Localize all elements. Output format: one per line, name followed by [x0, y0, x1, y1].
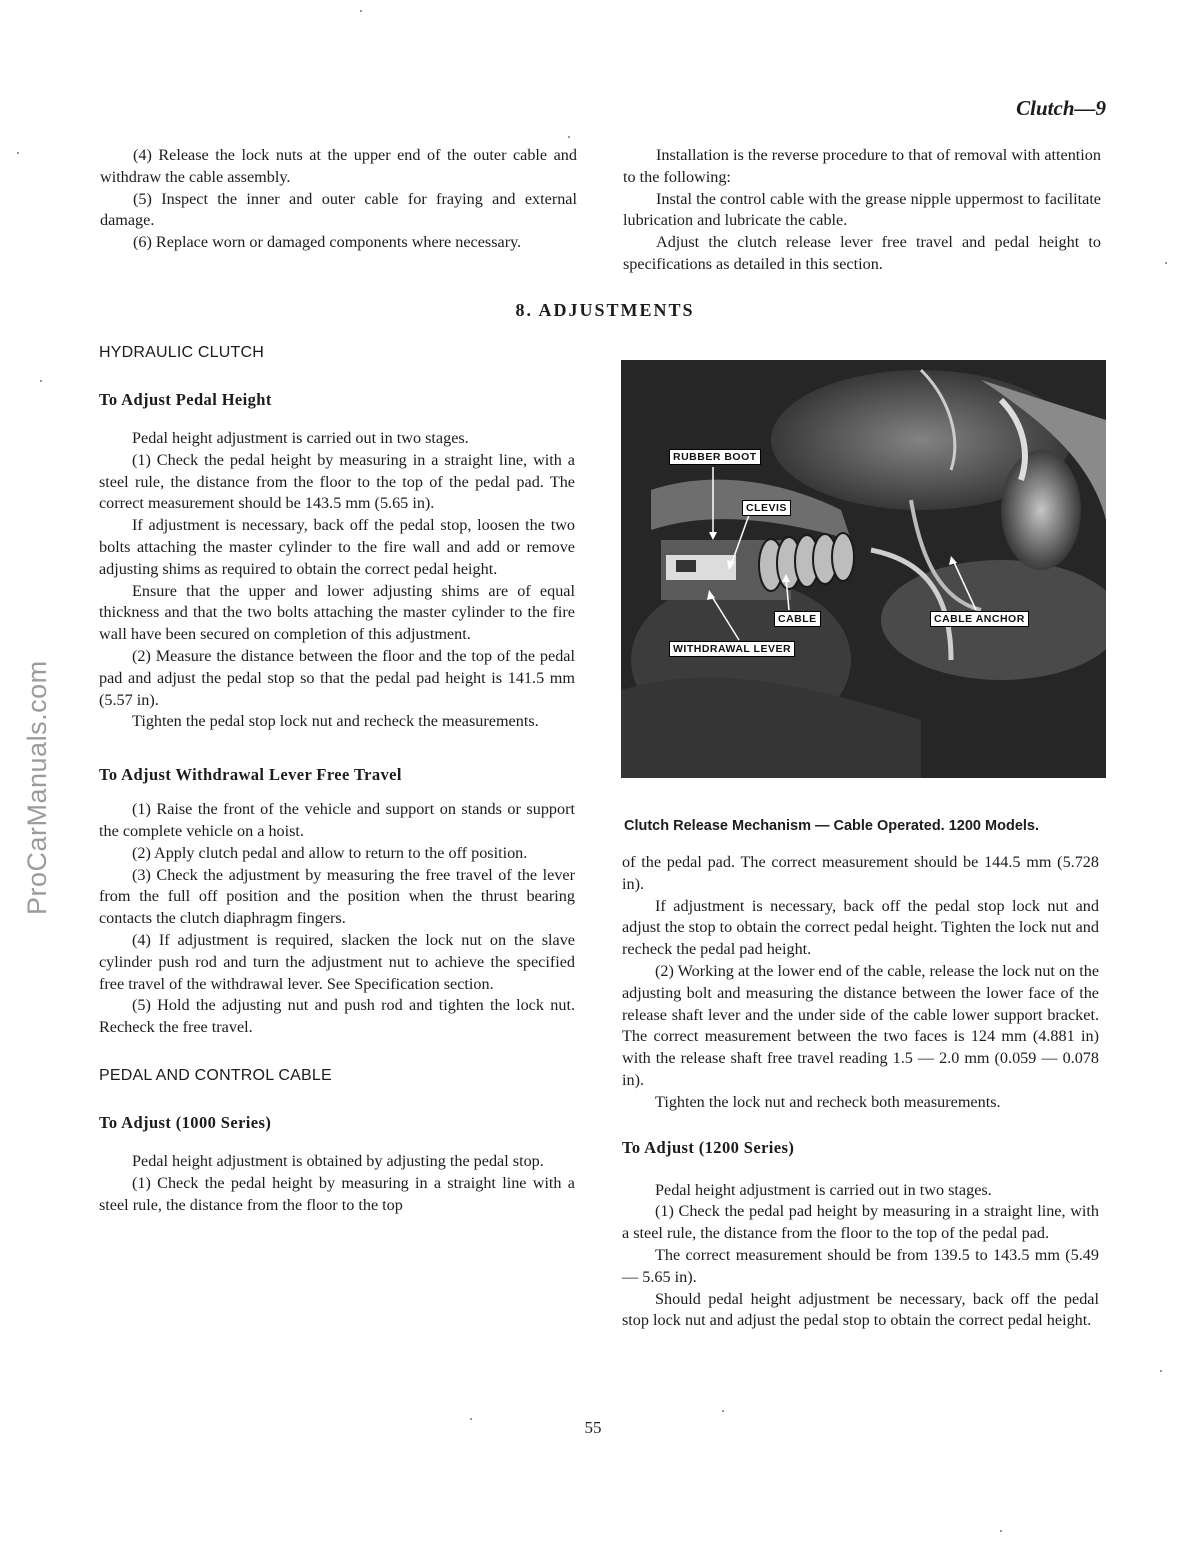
- clutch-release-photo: [621, 360, 1106, 778]
- paragraph: Tighten the pedal stop lock nut and recheck the measurements.: [132, 712, 539, 731]
- photo-image: [621, 360, 1106, 778]
- paragraph: (5) Hold the adjusting nut and push rod and tighten the lock nut. Recheck the free travel.: [99, 996, 575, 1037]
- label-withdrawal-lever: WITHDRAWAL LEVER: [669, 641, 795, 657]
- section-title: 8. ADJUSTMENTS: [515, 300, 695, 320]
- heading-pedal-and-control-cable: PEDAL AND CONTROL CABLE: [99, 1066, 332, 1084]
- scan-speck: [722, 1410, 724, 1412]
- label-clevis: CLEVIS: [742, 500, 791, 516]
- paragraph: Pedal height adjustment is carried out in two stages.: [132, 429, 469, 447]
- paragraph: (2) Working at the lower end of the cable, release the lock nut on the adjusting bolt and measuring the distance between the lower face of the release shaft lever and the under side of the cable lower support bracket. The correct measurement between the two faces is 124 mm (4.881 in) with the release shaft free travel reading 1.5 — 2.0 mm (0.059 — 0.078 in).: [622, 961, 1099, 1089]
- scan-speck: [360, 10, 362, 12]
- paragraph: (4) Release the lock nuts at the upper end of the outer cable and withdraw the cable assembly.: [100, 146, 577, 186]
- page-header: Clutch—9: [1016, 96, 1106, 120]
- label-cable-anchor: CABLE ANCHOR: [930, 611, 1029, 627]
- paragraph: (2) Apply clutch pedal and allow to return to the off position.: [132, 843, 528, 862]
- top-left-column: [100, 145, 577, 254]
- paragraph: of the pedal pad. The correct measurement should be 144.5 mm (5.728 in).: [622, 853, 1099, 893]
- scan-speck: [568, 136, 570, 138]
- paragraph: (2) Measure the distance between the floor and the top of the pedal pad and adjust the pedal stop so that the pedal pad height is 141.5 mm (5.57 in).: [99, 646, 575, 709]
- paragraph: Installation is the reverse procedure to that of removal with attention to the following:: [623, 146, 1101, 186]
- heading-adjust-1200-series: To Adjust (1200 Series): [622, 1137, 795, 1157]
- right-column: [622, 852, 1099, 1332]
- paragraph: Pedal height adjustment is obtained by adjusting the pedal stop.: [132, 1151, 544, 1170]
- paragraph: If adjustment is necessary, back off the pedal stop lock nut and adjust the stop to obtain the correct pedal height. Tighten the lock nut and recheck the pedal pad height.: [622, 896, 1099, 959]
- paragraph: Should pedal height adjustment be necessary, back off the pedal stop lock nut and adjust the pedal stop to obtain the correct pedal height.: [622, 1289, 1099, 1330]
- paragraph: (1) Check the pedal pad height by measuring in a straight line, with a steel rule, the distance from the floor to the top of the pedal pad.: [622, 1202, 1099, 1243]
- scan-speck: [1000, 1530, 1002, 1532]
- paragraph: (3) Check the adjustment by measuring the free travel of the lever from the full off position and the position when the thrust bearing contacts the clutch diaphragm fingers.: [99, 865, 575, 928]
- page-number: 55: [584, 1418, 602, 1437]
- heading-hydraulic-clutch: HYDRAULIC CLUTCH: [99, 344, 264, 361]
- heading-adjust-withdrawal-lever: To Adjust Withdrawal Lever Free Travel: [99, 765, 402, 785]
- label-cable: CABLE: [774, 611, 821, 627]
- top-right-column: [623, 145, 1101, 276]
- figure-caption: Clutch Release Mechanism — Cable Operated. 1200 Models.: [624, 818, 1040, 834]
- paragraph: Instal the control cable with the grease nipple uppermost to facilitate lubrication and lubricate the cable.: [623, 189, 1101, 230]
- paragraph: The correct measurement should be from 139.5 to 143.5 mm (5.49 — 5.65 in).: [622, 1245, 1099, 1286]
- paragraph: (6) Replace worn or damaged components where necessary.: [133, 233, 522, 252]
- paragraph: Tighten the lock nut and recheck both measurements.: [655, 1092, 1001, 1111]
- paragraph: (1) Check the pedal height by measuring in a straight line, with a steel rule, the distance from the floor to the top of the pedal pad. The correct measurement should be 143.5 mm (5.65 in).: [99, 450, 575, 513]
- scan-speck: [1160, 1370, 1162, 1372]
- scan-speck: [17, 152, 19, 154]
- scan-speck: [40, 380, 42, 382]
- heading-adjust-1000-series: To Adjust (1000 Series): [99, 1112, 272, 1132]
- paragraph: If adjustment is necessary, back off the pedal stop, loosen the two bolts attaching the master cylinder to the fire wall and add or remove adjusting shims as required to obtain the correct pedal height.: [99, 516, 575, 578]
- paragraph: Pedal height adjustment is carried out in two stages.: [655, 1180, 992, 1199]
- scan-speck: [1165, 262, 1167, 264]
- left-column: [99, 344, 575, 1216]
- paragraph: (5) Inspect the inner and outer cable for fraying and external damage.: [100, 189, 577, 230]
- paragraph: Adjust the clutch release lever free travel and pedal height to specifications as detailed in this section.: [623, 233, 1101, 273]
- label-rubber-boot: RUBBER BOOT: [669, 449, 761, 465]
- watermark: ProCarManuals.com: [22, 660, 52, 915]
- paragraph: Ensure that the upper and lower adjusting shims are of equal thickness and that the two bolts attaching the master cylinder to the fire wall have been secured on completion of this adjustment.: [99, 581, 575, 644]
- paragraph: (4) If adjustment is required, slacken the lock nut on the slave cylinder push rod and turn the adjustment nut to achieve the specified free travel of the withdrawal lever. See Specification section.: [99, 930, 575, 993]
- paragraph: (1) Check the pedal height by measuring in a straight line with a steel rule, the distance from the floor to the top: [99, 1173, 575, 1214]
- paragraph: (1) Raise the front of the vehicle and support on stands or support the complete vehicle on a hoist.: [99, 800, 575, 840]
- scan-speck: [470, 1418, 472, 1420]
- heading-adjust-pedal-height: To Adjust Pedal Height: [99, 390, 272, 409]
